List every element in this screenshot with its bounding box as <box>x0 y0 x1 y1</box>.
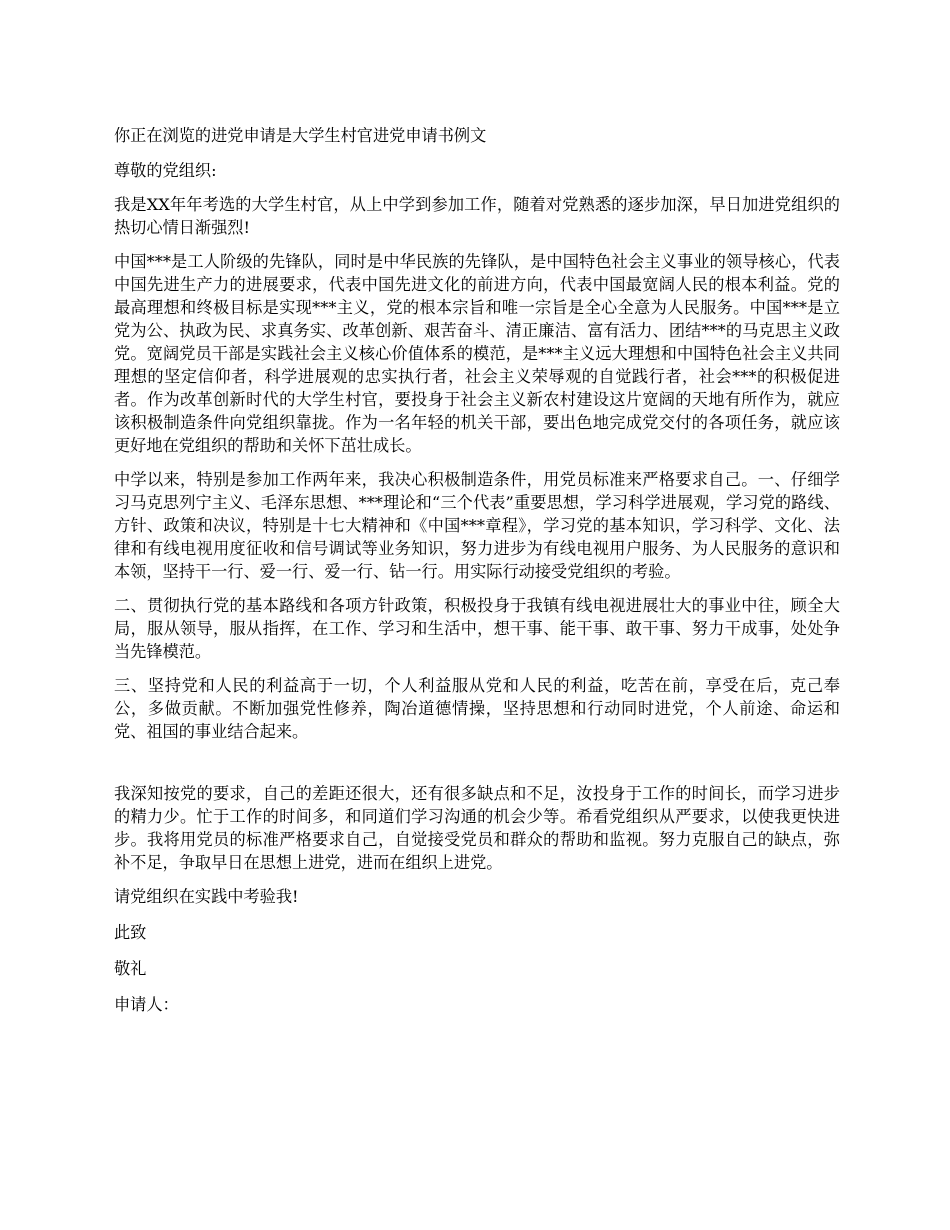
paragraph-party-description: 中国***是工人阶级的先锋队，同时是中华民族的先锋队，是中国特色社会主义事业的领导核心，代表中国先进生产力的进展要求，代表中国先进文化的前进方向，代表中国最宽阔人民的根本利益。党的最高理想和终极目标是实现***主义，党的根本宗旨和唯一宗旨是全心全意为人民服务。中国***是立党为公、执政为民、求真务实、改革创新、艰苦奋斗、清正廉洁、富有活力、团结***的马克思主义政党。宽阔党员干部是实践社会主义核心价值体系的模范，是***主义远大理想和中国特色社会主义共同理想的坚定信仰者，科学进展观的忠实执行者，社会主义荣辱观的自觉践行者，社会***的积极促进者。作为改革创新时代的大学生村官，要投身于社会主义新农村建设这片宽阔的天地有所作为，就应该积极制造条件向党组织靠拢。作为一名年轻的机关干部，要出色地完成党交付的各项任务，就应该更好地在党组织的帮助和关怀下茁壮成长。 <box>114 252 840 455</box>
request-line: 请党组织在实践中考验我! <box>114 887 299 906</box>
paragraph-commitment-one: 中学以来，特别是参加工作两年来，我决心积极制造条件，用党员标准来严格要求自己。一、仔细学习马克思列宁主义、毛泽东思想、***理论和“三个代表”重要思想，学习科学进展观，学习党的路线、方针、政策和决议，特别是十七大精神和《中国***章程》，学习党的基本知识，学习科学、文化、法律和有线电视用度征收和信号调试等业务知识，努力进步为有线电视用户服务、为人民服务的意识和本领，坚持干一行、爱一行、爱一行、钻一行。用实际行动接受党组织的考验。 <box>114 470 840 581</box>
paragraph-intro: 我是XX年年考选的大学生村官，从上中学到参加工作，随着对党熟悉的逐步加深，早日加进党组织的热切心情日渐强烈! <box>114 195 840 237</box>
closing-line-2: 敬礼 <box>114 959 147 978</box>
salutation: 尊敬的党组织: <box>114 161 217 180</box>
document-page <box>114 124 840 1029</box>
document-title: 你正在浏览的进党申请是大学生村官进党申请书例文 <box>114 126 487 145</box>
paragraph-commitment-two: 二、贯彻执行党的基本路线和各项方针政策，积极投身于我镇有线电视进展壮大的事业中往，顾全大局，服从领导，服从指挥，在工作、学习和生活中，想干事、能干事、敢干事、努力干成事，处处争当先锋模范。 <box>114 596 840 661</box>
paragraph-commitment-three: 三、坚持党和人民的利益高于一切，个人利益服从党和人民的利益，吃苦在前，享受在后，克己奉公，多做贡献。不断加强党性修养，陶冶道德情操，坚持思想和行动同时进党，个人前途、命运和党、祖国的事业结合起来。 <box>114 676 840 741</box>
closing-line-1: 此致 <box>114 923 147 942</box>
paragraph-self-reflection: 我深知按党的要求，自己的差距还很大，还有很多缺点和不足，汝投身于工作的时间长，而学习进步的精力少。忙于工作的时间多，和同道们学习沟通的机会少等。希看党组织从严要求，以使我更快进步。我将用党员的标准严格要求自己，自觉接受党员和群众的帮助和监视。努力克服自己的缺点，弥补不足，争取早日在思想上进党，进而在组织上进党。 <box>114 784 840 872</box>
signature-label: 申请人： <box>114 995 179 1014</box>
